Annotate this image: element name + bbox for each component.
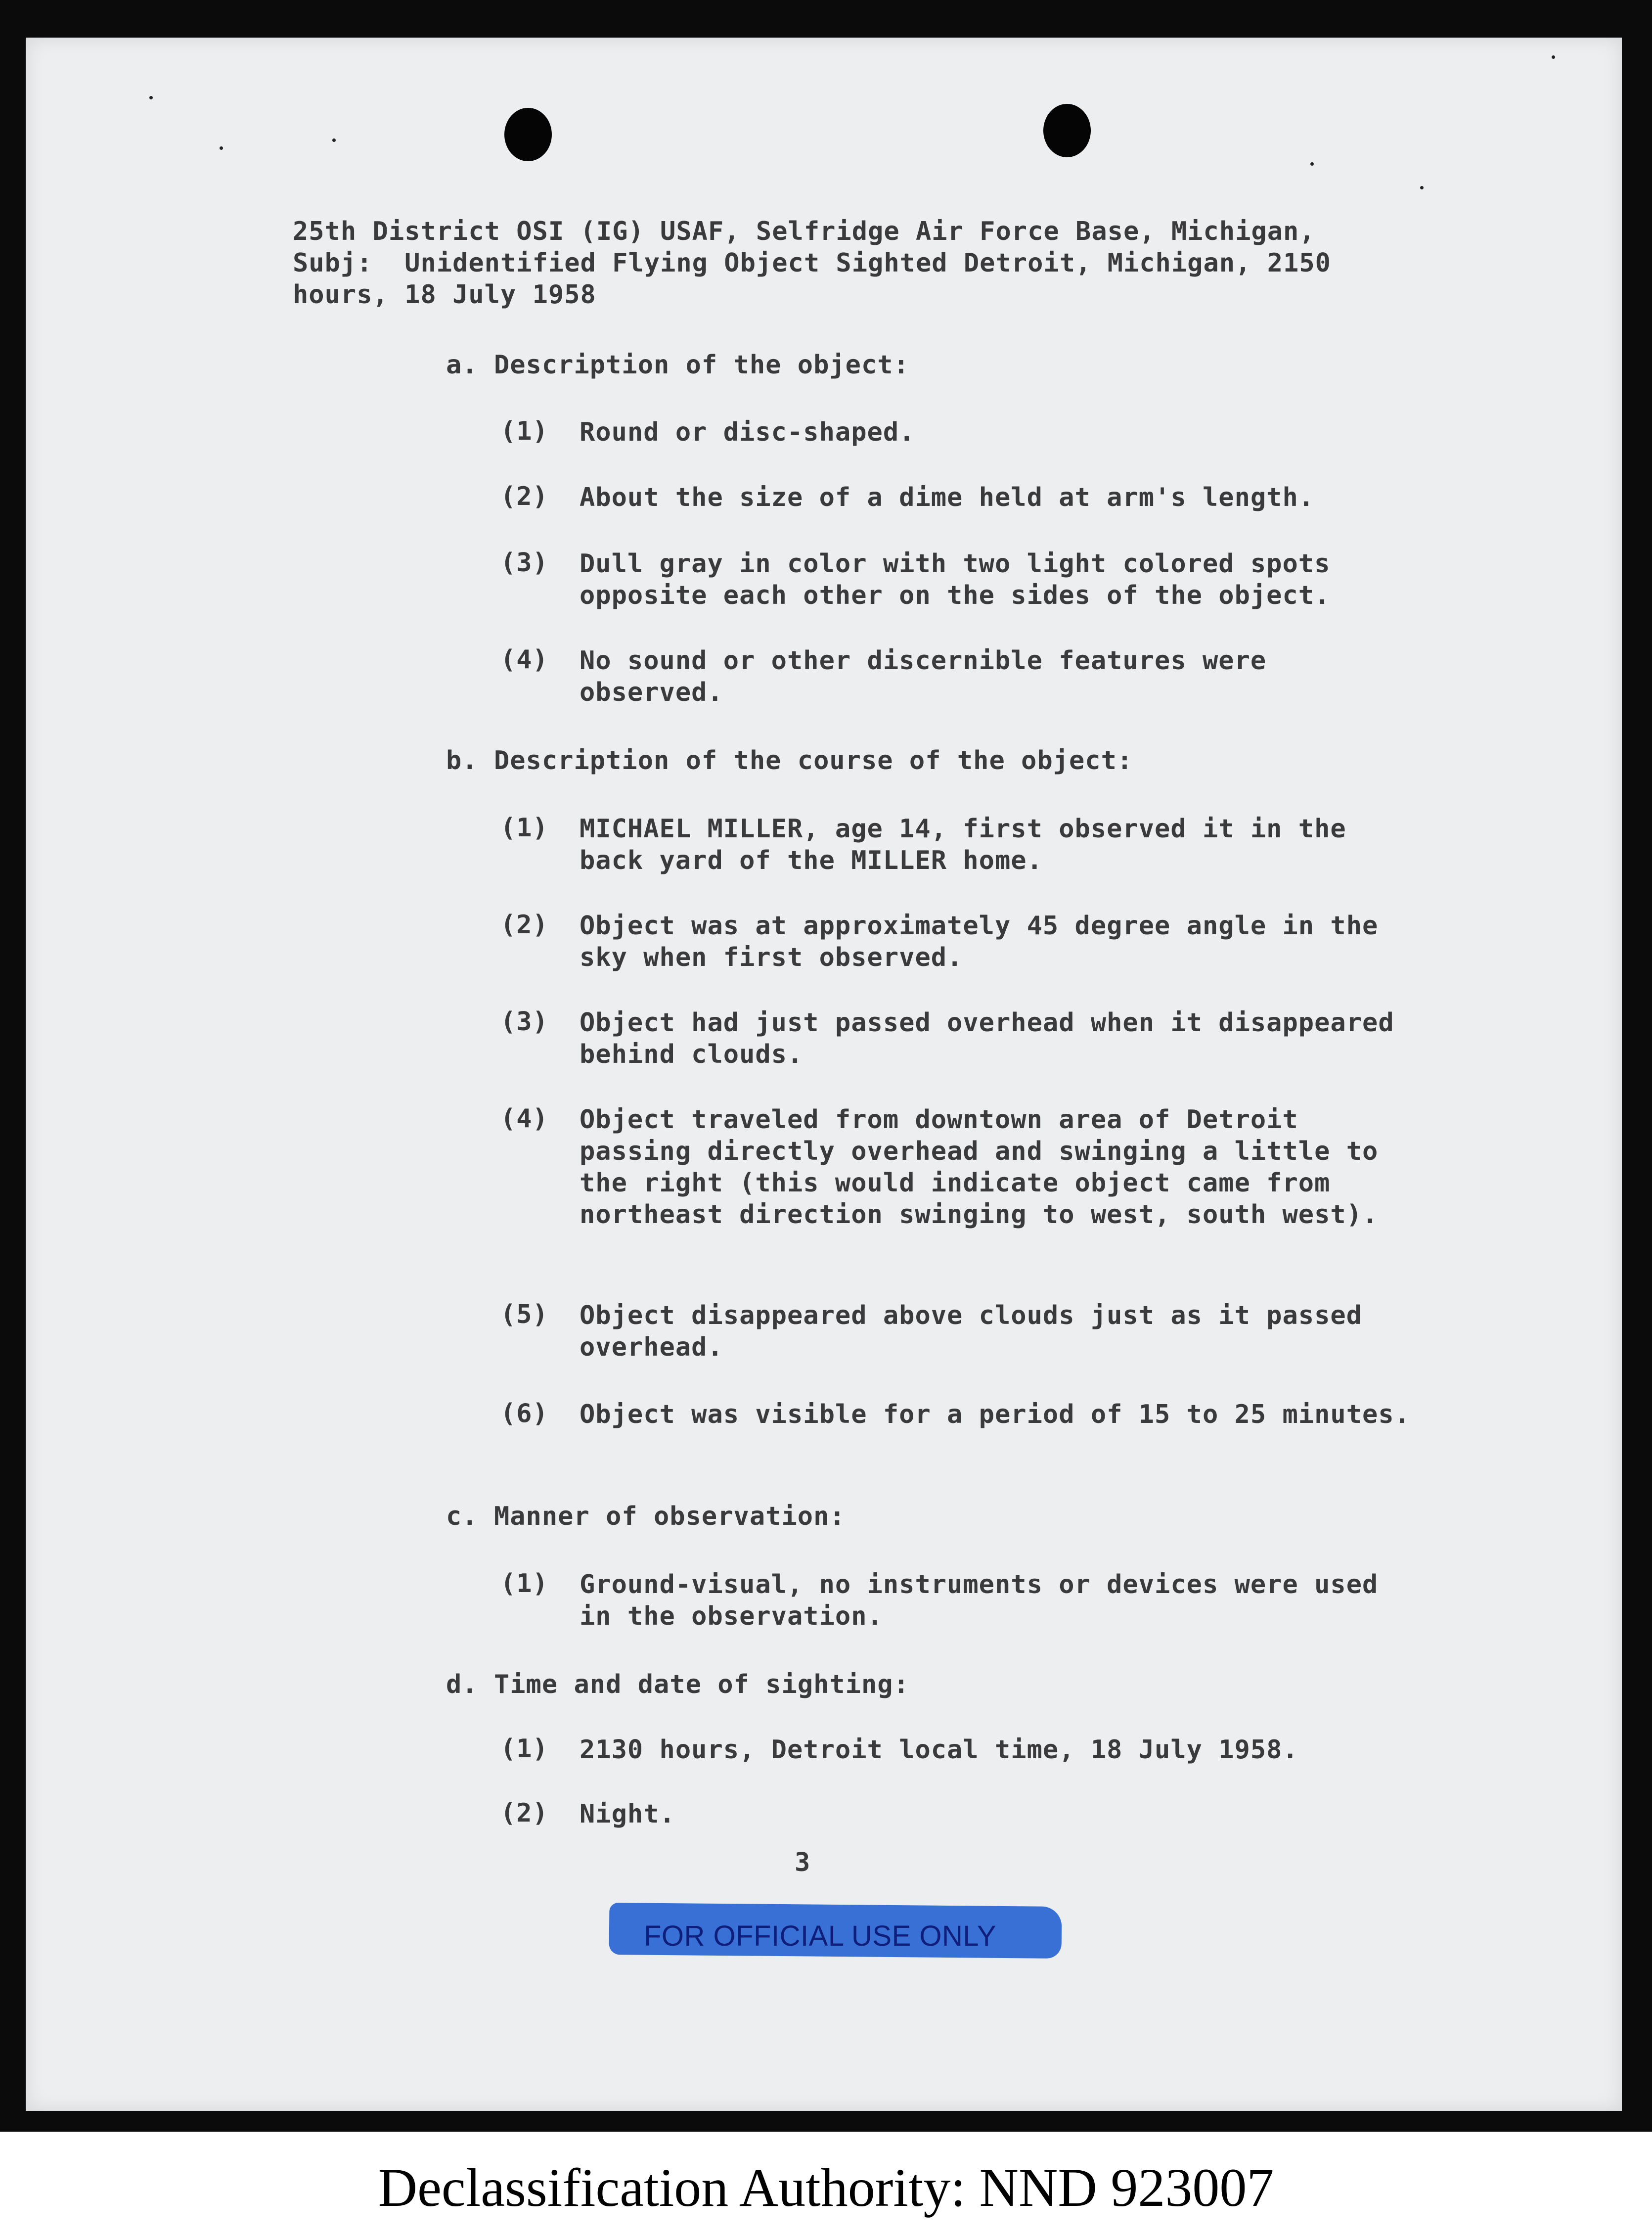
item-number: (4) (500, 645, 548, 675)
header-line-1: 25th District OSI (IG) USAF, Selfridge Air Force Base, Michigan, (293, 217, 1315, 246)
section-d-heading (446, 1670, 909, 1699)
item-text: Dull gray in color with two light colored spots opposite each other on the sides of the object. (580, 549, 1331, 610)
document-page (26, 38, 1622, 2111)
header-block (293, 216, 1529, 311)
section-title: Description of the object: (493, 350, 909, 380)
section-label: b. (446, 746, 478, 776)
item-number: (2) (500, 482, 548, 511)
item-text: Round or disc-shaped. (580, 417, 915, 447)
item-text: Night. (580, 1799, 675, 1829)
item-number: (1) (500, 813, 548, 843)
document-body (26, 38, 1622, 2111)
page-number: 3 (795, 1848, 811, 1877)
item-number: (1) (500, 1569, 548, 1599)
item-number: (5) (500, 1300, 548, 1329)
section-label: a. (446, 350, 478, 380)
section-c-heading (446, 1502, 846, 1531)
section-title: Manner of observation: (493, 1502, 846, 1531)
item-number: (6) (500, 1399, 548, 1428)
item-number: (3) (500, 548, 548, 578)
section-b-heading (446, 746, 1133, 776)
item-text: No sound or other discernible features were observed. (580, 646, 1267, 707)
item-text: 2130 hours, Detroit local time, 18 July 1958. (580, 1735, 1298, 1765)
item-text: Object was at approximately 45 degree angle in the sky when first observed. (580, 911, 1379, 972)
item-text: Object disappeared above clouds just as it passed overhead. (580, 1301, 1363, 1362)
section-label: d. (446, 1670, 478, 1699)
item-text: MICHAEL MILLER, age 14, first observed it in the back yard of the MILLER home. (580, 814, 1346, 875)
section-a-heading (446, 350, 909, 380)
official-use-stamp: FOR OFFICIAL USE ONLY (644, 1920, 997, 1952)
item-text: Object traveled from downtown area of Detroit passing directly overhead and swinging a little to the right (this would indicate object came from northeast direction swinging to west, south west). (580, 1105, 1379, 1230)
item-number: (3) (500, 1007, 548, 1037)
item-number: (2) (500, 910, 548, 940)
item-text: Ground-visual, no instruments or devices were used in the observation. (580, 1570, 1379, 1631)
declassification-footer: Declassification Authority: NND 923007 (378, 2157, 1274, 2218)
section-label: c. (446, 1502, 478, 1531)
item-text: Object was visible for a period of 15 to 25 minutes. (580, 1400, 1410, 1429)
section-title: Time and date of sighting: (493, 1670, 909, 1699)
item-number: (2) (500, 1798, 548, 1828)
header-line-2: Subj: Unidentified Flying Object Sighted Detroit, Michigan, 2150 (293, 248, 1331, 278)
item-number: (4) (500, 1104, 548, 1134)
section-title: Description of the course of the object: (493, 746, 1133, 776)
item-text: About the size of a dime held at arm's length. (580, 483, 1315, 512)
header-line-3: hours, 18 July 1958 (293, 280, 596, 310)
item-number: (1) (500, 416, 548, 446)
item-number: (1) (500, 1734, 548, 1764)
item-text: Object had just passed overhead when it disappeared behind clouds. (580, 1008, 1394, 1069)
